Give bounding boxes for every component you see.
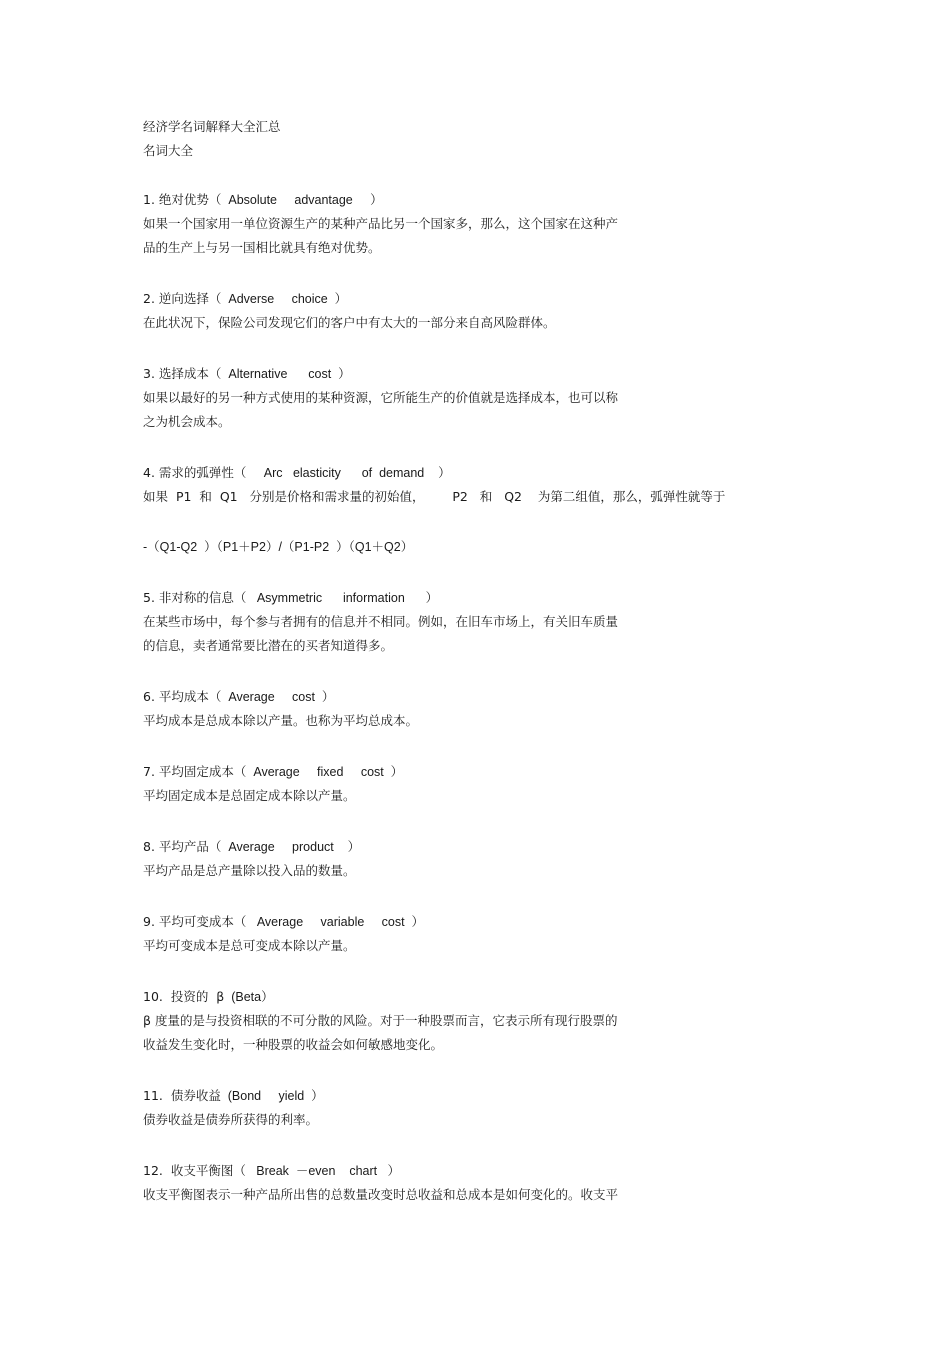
entry-heading [143,910,743,934]
glossary-entry [143,188,743,260]
entry-definition-line: 如果以最好的另一种方式使用的某种资源，它所能生产的价值就是选择成本，也可以称 [143,390,619,405]
entry-definition-line: 如果 P1 和 Q1 分别是价格和需求量的初始值， P2 和 Q2 为第二组值，那么，弧弹性就等于 [143,489,726,504]
entry-term-zh: 9. 平均可变成本（ [143,914,247,929]
entry-heading [143,586,743,610]
glossary-entry [143,1084,743,1132]
glossary-entry [143,362,743,434]
entry-definition-line: 收益发生变化时，一种股票的收益会如何敏感地变化。 [143,1037,444,1052]
entry-term-zh: 8. 平均产品（ [143,839,222,854]
entry-term-en: Average cost ） [221,690,335,704]
entry-term-en: Asymmetric information ） [246,591,439,605]
entry-definition-line: 收支平衡图表示一种产品所出售的总数量改变时总收益和总成本是如何变化的。收支平 [143,1187,619,1202]
entry-heading [143,685,743,709]
entry-definition-line: 债券收益是债券所获得的利率。 [143,1112,319,1127]
entry-term-zh: 5. 非对称的信息（ [143,590,247,605]
entry-heading [143,287,743,311]
glossary-entry [143,910,743,958]
entry-definition-line: 在此状况下，保险公司发现它们的客户中有太大的一部分来自高风险群体。 [143,315,556,330]
entry-term-zh: 4. 需求的弧弹性（ [143,465,247,480]
entry-term-zh: 12. 收支平衡图（ [143,1163,246,1178]
document-content [143,115,743,1207]
entry-term-en: Break －even chart ） [245,1164,401,1178]
entry-formula: -（Q1-Q2 ）（P1＋P2）/（P1-P2 ）（Q1＋Q2） [143,540,414,554]
document-subtitle: 名词大全 [143,143,194,158]
entry-term-zh: 10. 投资的 β [143,989,225,1004]
entry-term-en: Average fixed cost ） [246,765,404,779]
entry-heading [143,362,743,386]
glossary-entry [143,835,743,883]
entry-definition-line: 平均产品是总产量除以投入品的数量。 [143,863,356,878]
entry-definition-line: 在某些市场中，每个参与者拥有的信息并不相同。例如，在旧车市场上，有关旧车质量 [143,614,619,629]
entry-definition-line: 的信息，卖者通常要比潜在的买者知道得多。 [143,638,394,653]
entry-heading [143,188,743,212]
glossary-entry [143,1159,743,1207]
glossary-entry [143,685,743,733]
glossary-entries [143,188,743,1207]
entry-heading [143,1159,743,1183]
entry-heading [143,985,743,1009]
glossary-entry [143,760,743,808]
entry-definition-line: 之为机会成本。 [143,414,231,429]
entry-heading [143,835,743,859]
entry-term-en: Average product ） [221,840,361,854]
glossary-entry [143,461,743,559]
glossary-entry [143,287,743,335]
entry-term-en: (Beta） [224,990,274,1004]
entry-term-en: Arc elasticity of demand ） [246,466,451,480]
entry-term-en: Alternative cost ） [221,367,351,381]
entry-term-en: Average variable cost ） [246,915,425,929]
glossary-entry [143,586,743,658]
entry-term-zh: 11. 债券收益 [143,1088,221,1103]
entry-heading [143,1084,743,1108]
entry-term-zh: 2. 逆向选择（ [143,291,222,306]
entry-definition-line: 平均成本是总成本除以产量。也称为平均总成本。 [143,713,419,728]
entry-definition-line: 平均可变成本是总可变成本除以产量。 [143,938,356,953]
glossary-entry [143,985,743,1057]
document-title: 经济学名词解释大全汇总 [143,119,281,134]
entry-term-en: Absolute advantage ） [221,193,383,207]
entry-definition-line: 品的生产上与另一国相比就具有绝对优势。 [143,240,381,255]
entry-term-zh: 1. 绝对优势（ [143,192,222,207]
entry-definition-line: β 度量的是与投资相联的不可分散的风险。对于一种股票而言，它表示所有现行股票的 [143,1013,618,1028]
entry-term-en: Adverse choice ） [221,292,348,306]
entry-term-zh: 6. 平均成本（ [143,689,222,704]
entry-definition-line: 如果一个国家用一单位资源生产的某种产品比另一个国家多，那么，这个国家在这种产 [143,216,619,231]
entry-term-zh: 3. 选择成本（ [143,366,222,381]
entry-term-en: (Bond yield ） [220,1089,324,1103]
entry-term-zh: 7. 平均固定成本（ [143,764,247,779]
entry-definition-line: 平均固定成本是总固定成本除以产量。 [143,788,356,803]
entry-heading [143,461,743,485]
entry-heading [143,760,743,784]
